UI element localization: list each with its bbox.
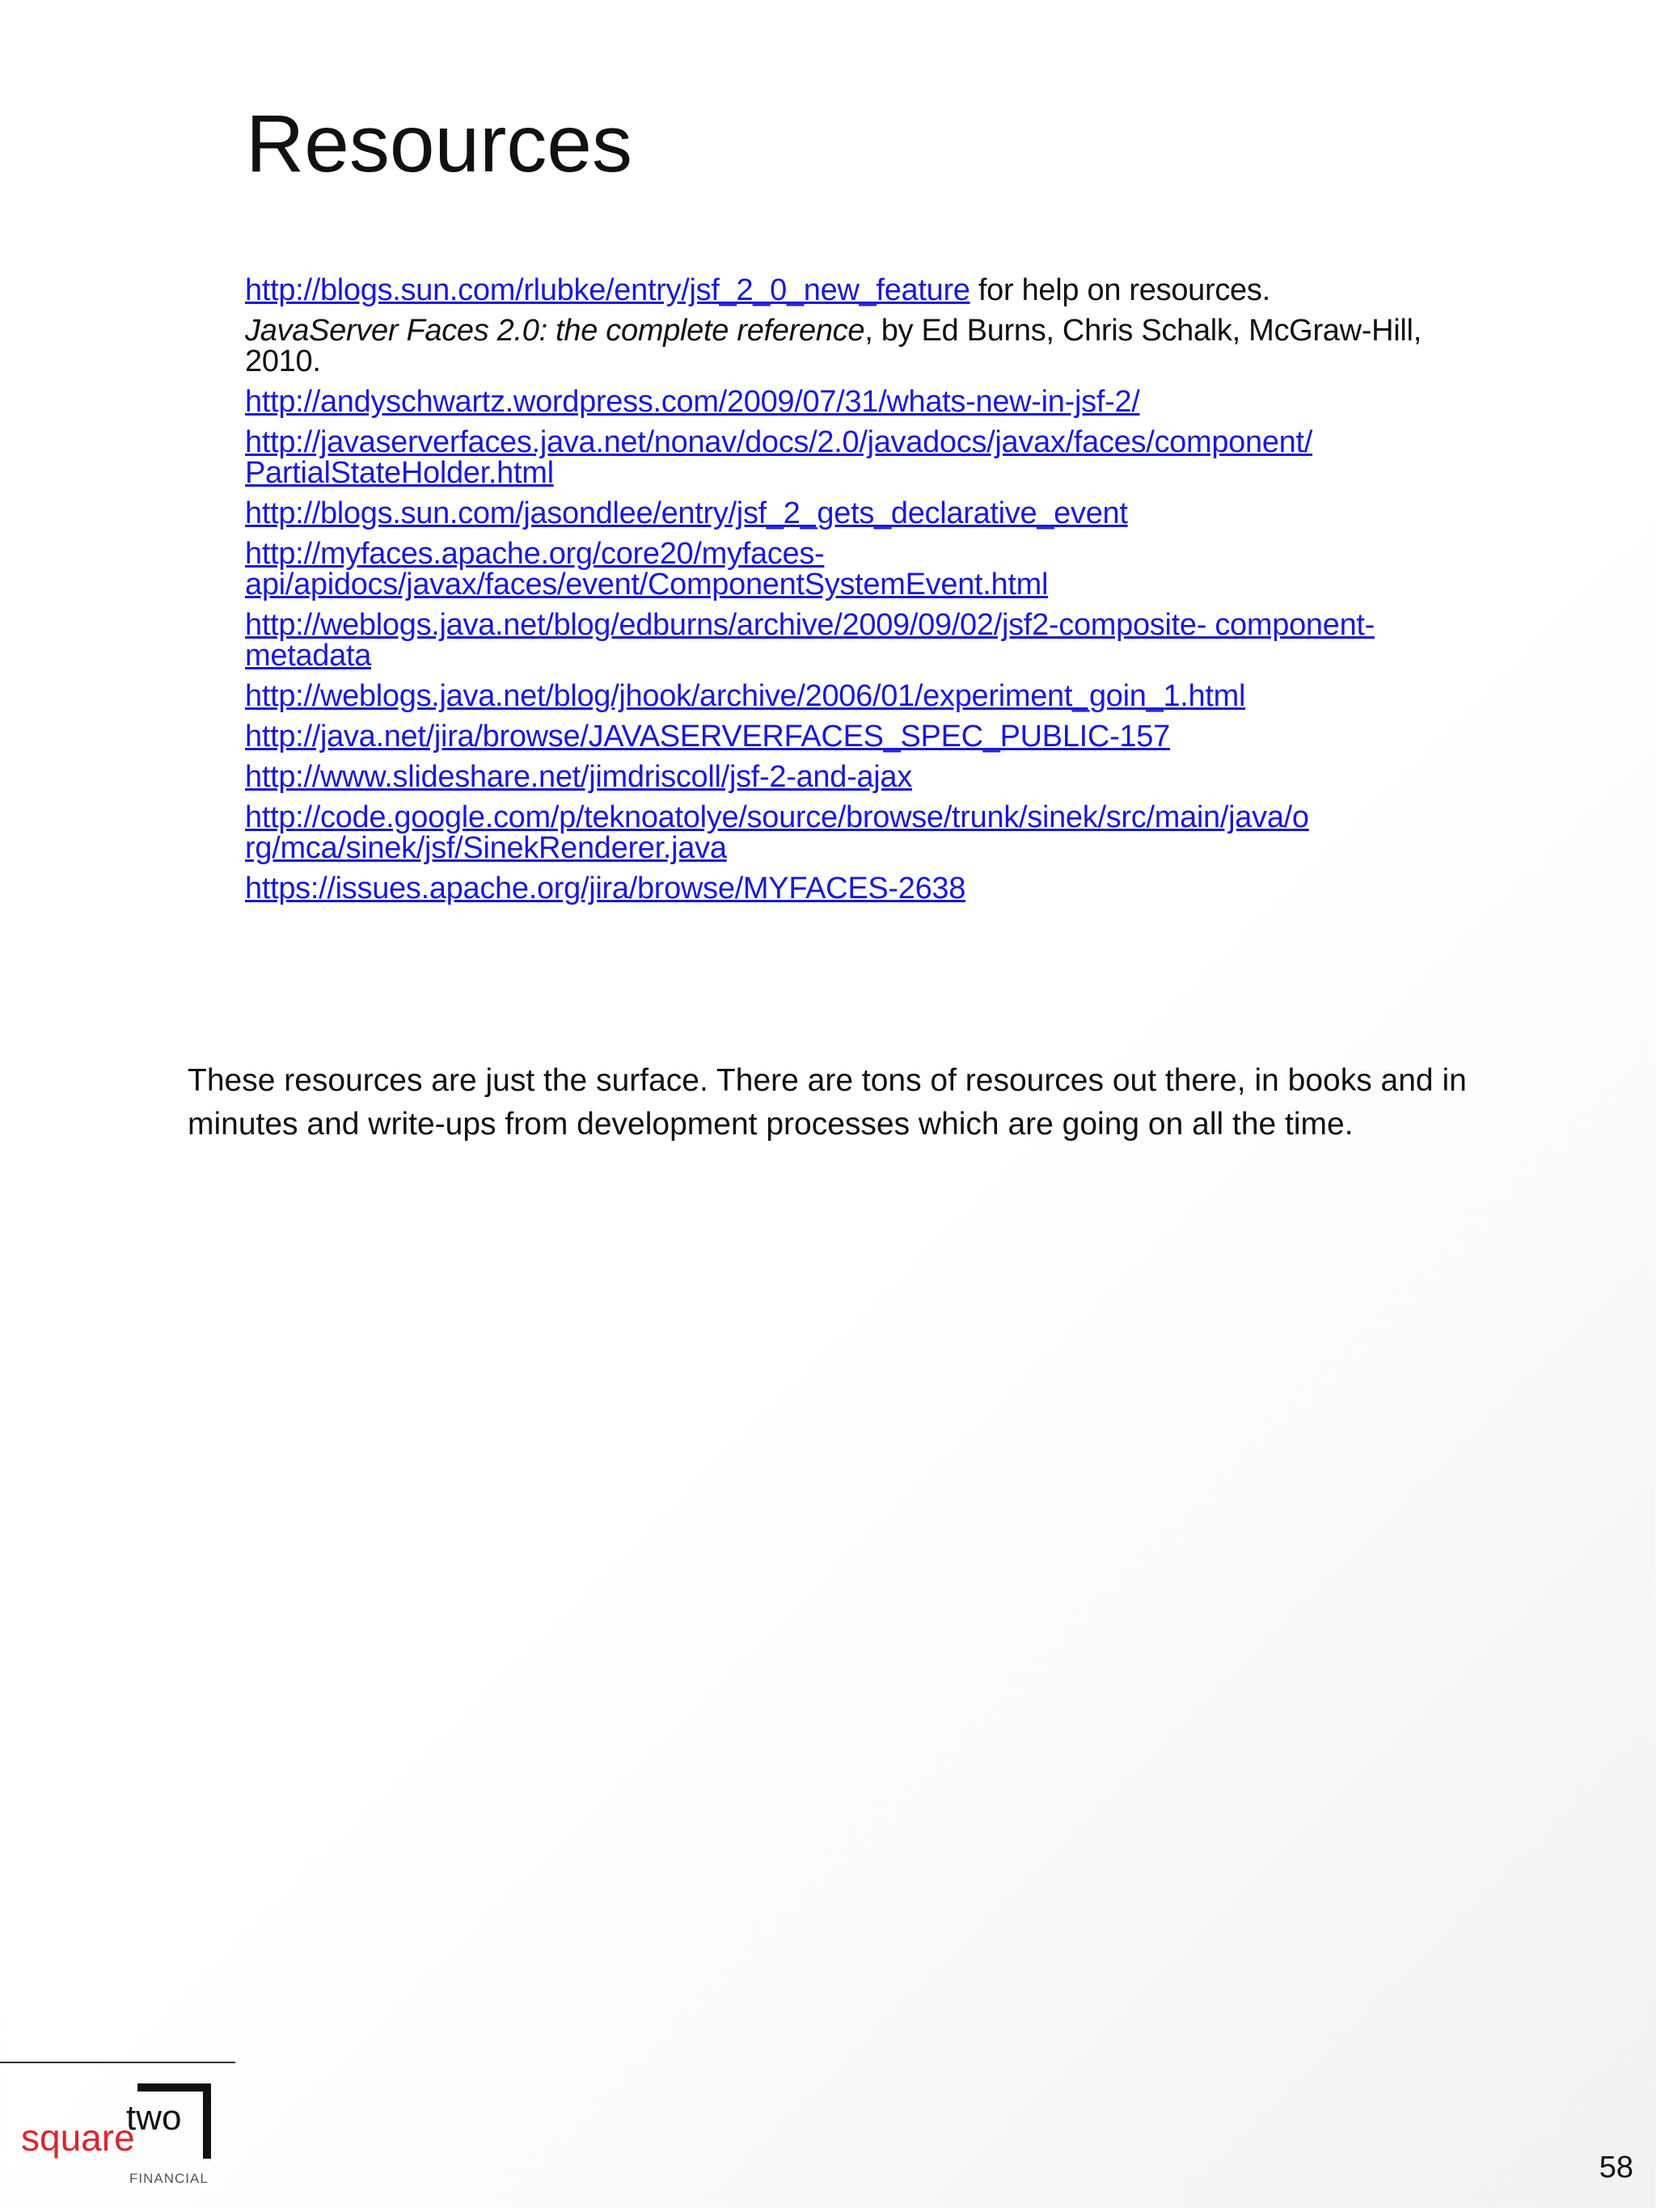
resource-link[interactable]: http://javaserverfaces.java.net/nonav/docs/2.0/javadocs/javax/faces/component/ PartialStateHolder.html bbox=[245, 425, 1313, 490]
logo-word-square: square bbox=[21, 2117, 135, 2159]
slide-title: Resources bbox=[246, 99, 632, 189]
resource-link[interactable]: http://java.net/jira/browse/JAVASERVERFACES_SPEC_PUBLIC-157 bbox=[245, 720, 1170, 754]
list-item bbox=[245, 610, 1458, 671]
resource-link[interactable]: https://issues.apache.org/jira/browse/MYFACES-2638 bbox=[245, 872, 966, 905]
logo-word-two: two bbox=[126, 2098, 182, 2138]
list-item bbox=[245, 386, 1458, 417]
list-item bbox=[245, 427, 1458, 488]
list-item bbox=[245, 275, 1458, 306]
resource-link[interactable]: http://www.slideshare.net/jimdriscoll/jsf-2-and-ajax bbox=[245, 760, 912, 794]
resource-link[interactable]: http://weblogs.java.net/blog/edburns/archive/2009/09/02/jsf2-composite- component-metadata bbox=[245, 608, 1375, 673]
resource-link[interactable]: http://code.google.com/p/teknoatolye/source/browse/trunk/sinek/src/main/java/o rg/mca/sinek/jsf/SinekRenderer.java bbox=[245, 800, 1309, 865]
logo-divider bbox=[0, 2062, 235, 2063]
resource-link[interactable]: http://blogs.sun.com/rlubke/entry/jsf_2_0_new_feature bbox=[245, 273, 970, 307]
list-item bbox=[245, 538, 1458, 600]
book-details: , by Ed Burns, Chris Schalk, McGraw-Hill, 2010. bbox=[245, 314, 1422, 378]
resource-link[interactable]: http://weblogs.java.net/blog/jhook/archive/2006/01/experiment_goin_1.html bbox=[245, 679, 1246, 713]
book-title: JavaServer Faces 2.0: the complete reference bbox=[245, 314, 865, 348]
company-logo bbox=[0, 2062, 236, 2208]
resources-list bbox=[245, 275, 1458, 914]
list-item bbox=[245, 498, 1458, 529]
squaretwo-logo-graphic bbox=[0, 2062, 236, 2208]
list-item bbox=[245, 762, 1458, 792]
list-item bbox=[245, 681, 1458, 711]
logo-word-financial: FINANCIAL bbox=[129, 2171, 209, 2186]
list-item bbox=[245, 873, 1458, 904]
resource-note: for help on resources. bbox=[970, 273, 1270, 307]
list-item bbox=[245, 315, 1458, 377]
list-item bbox=[245, 721, 1458, 752]
resource-link[interactable]: http://blogs.sun.com/jasondlee/entry/jsf_2_gets_declarative_event bbox=[245, 496, 1128, 530]
page-number: 58 bbox=[1599, 2151, 1633, 2185]
resource-link[interactable]: http://myfaces.apache.org/core20/myfaces- api/apidocs/javax/faces/event/ComponentSystemEvent.html bbox=[245, 537, 1049, 602]
resource-link[interactable]: http://andyschwartz.wordpress.com/2009/07/31/whats-new-in-jsf-2/ bbox=[245, 385, 1140, 419]
speaker-notes: These resources are just the surface. There are tons of resources out there, in books and in minutes and write-ups from development processes which are going on all the time. bbox=[188, 1063, 1467, 1142]
list-item bbox=[245, 802, 1458, 863]
